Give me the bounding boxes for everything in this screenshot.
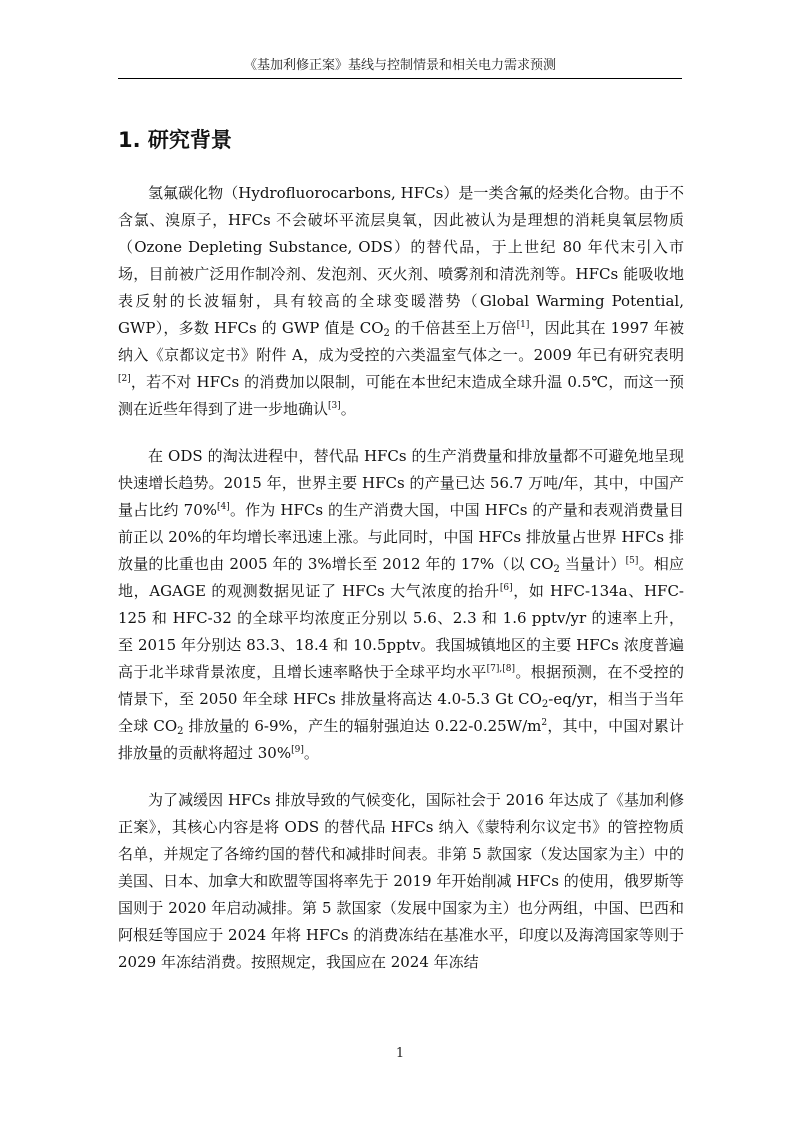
text-run: 在 ODS 的淘汰进程中，替代品 HFCs 的生产消费量和排放量都不可避免地呈现快速增长趋势。2015 年，世界主要 HFCs 的产量已达 56.7 万吨/年，其中，中国产量占比约 70% <box>118 447 684 519</box>
text-run: ，若不对 HFCs 的消费加以限制，可能在本世纪末造成全球升温 0.5℃，而这一预测在近些年得到了进一步地确认 <box>118 373 684 418</box>
text-run: ，因此其在 1997 年被纳入《京都议定书》附件 A，成为受控的六类温室气体之一。2009 年已有研究表明 <box>118 319 685 364</box>
citation-ref: [1] <box>516 320 530 330</box>
text-run: -eq/yr，相当于当年全球 CO <box>118 690 685 735</box>
text-run: 排放量的 6-9%，产生的辐射强迫达 0.22-0.25W/m <box>183 717 542 735</box>
body-text <box>118 180 684 996</box>
paragraph-1 <box>118 180 684 423</box>
text-run: ，如 HFC-134a、HFC-125 和 HFC-32 的全球平均浓度正分别以 5.6、2.3 和 1.6 pptv/yr 的速率上升，至 2015 年分别达 83.3、18.4 和 10.5pptv。我国城镇地区的主要 HFCs 浓度普遍高于北半球背景浓度，且增长速率略快于全球平均水平 <box>118 582 684 681</box>
citation-ref: [3] <box>328 401 341 411</box>
text-run: 。 <box>303 744 319 762</box>
page-number: 1 <box>395 1046 405 1061</box>
section-heading <box>118 124 232 154</box>
section-number: 1. <box>118 128 141 152</box>
citation-ref: [5] <box>625 556 639 566</box>
subscript: 2 <box>177 726 184 737</box>
section-title: 研究背景 <box>147 128 232 152</box>
citation-ref: [4] <box>217 502 230 512</box>
subscript: 2 <box>553 564 560 575</box>
text-run: 。根据预测，在不受控的情景下，至 2050 年全球 HFCs 排放量将高达 4.0-5.3 Gt CO <box>118 663 684 708</box>
paragraph-3 <box>118 787 684 976</box>
superscript: 2 <box>541 718 548 728</box>
citation-ref: [7],[8] <box>486 664 516 674</box>
subscript: 2 <box>541 699 549 710</box>
running-header <box>118 54 682 79</box>
text-run: 。相应地，AGAGE 的观测数据见证了 HFCs 大气浓度的抬升 <box>118 555 684 600</box>
text-run: 。作为 HFCs 的生产消费大国，中国 HFCs 的产量和表观消费量目前正以 20%的年均增长率迅速上涨。与此同时，中国 HFCs 排放量占世界 HFCs 排放量的比重也由 2005 年的 3%增长至 2012 年的 17%（以 CO <box>118 501 685 573</box>
citation-ref: [2] <box>118 374 131 384</box>
text-run: 为了减缓因 HFCs 排放导致的气候变化，国际社会于 2016 年达成了《基加利修正案》，其核心内容是将 ODS 的替代品 HFCs 纳入《蒙特利尔议定书》的管控物质名单，并规定了各缔约国的替代和减排时间表。非第 5 款国家（发达国家为主）中的美国、日本、加拿大和欧盟等国将率先于 2019 年开始削减 HFCs 的使用，俄罗斯等国则于 2020 年启动减排。第 5 款国家（发展中国家为主）也分两组，中国、巴西和阿根廷等国应于 2024 年将 HFCs 的消费冻结在基准水平，印度以及海湾国家等则于 2029 年冻结消费。按照规定，我国应在 2024 年冻结 <box>118 791 684 971</box>
text-run: 。 <box>340 400 356 418</box>
text-run: 的千倍甚至上万倍 <box>389 319 517 337</box>
text-run: 当量计） <box>559 555 626 573</box>
text-run: ，其中，中国对累计排放量的贡献将超过 30% <box>118 717 684 762</box>
subscript: 2 <box>383 328 390 339</box>
text-run: 氢氟碳化物（Hydrofluorocarbons, HFCs）是一类含氟的烃类化合物。由于不含氯、溴原子，HFCs 不会破坏平流层臭氧，因此被认为是理想的消耗臭氧层物质（Ozone Depleting Substance, ODS）的替代品，于上世纪 80 年代末引入市场，目前被广泛用作制冷剂、发泡剂、灭火剂、喷雾剂和清洗剂等。HFCs 能吸收地表反射的长波辐射，具有较高的全球变暖潜势（Global Warming Potential, GWP），多数 HFCs 的 GWP 值是 CO <box>118 184 684 337</box>
paragraph-2 <box>118 443 684 767</box>
citation-ref: [6] <box>499 583 513 593</box>
running-header-title: 《基加利修正案》基线与控制情景和相关电力需求预测 <box>243 58 556 73</box>
citation-ref: [9] <box>291 745 304 755</box>
